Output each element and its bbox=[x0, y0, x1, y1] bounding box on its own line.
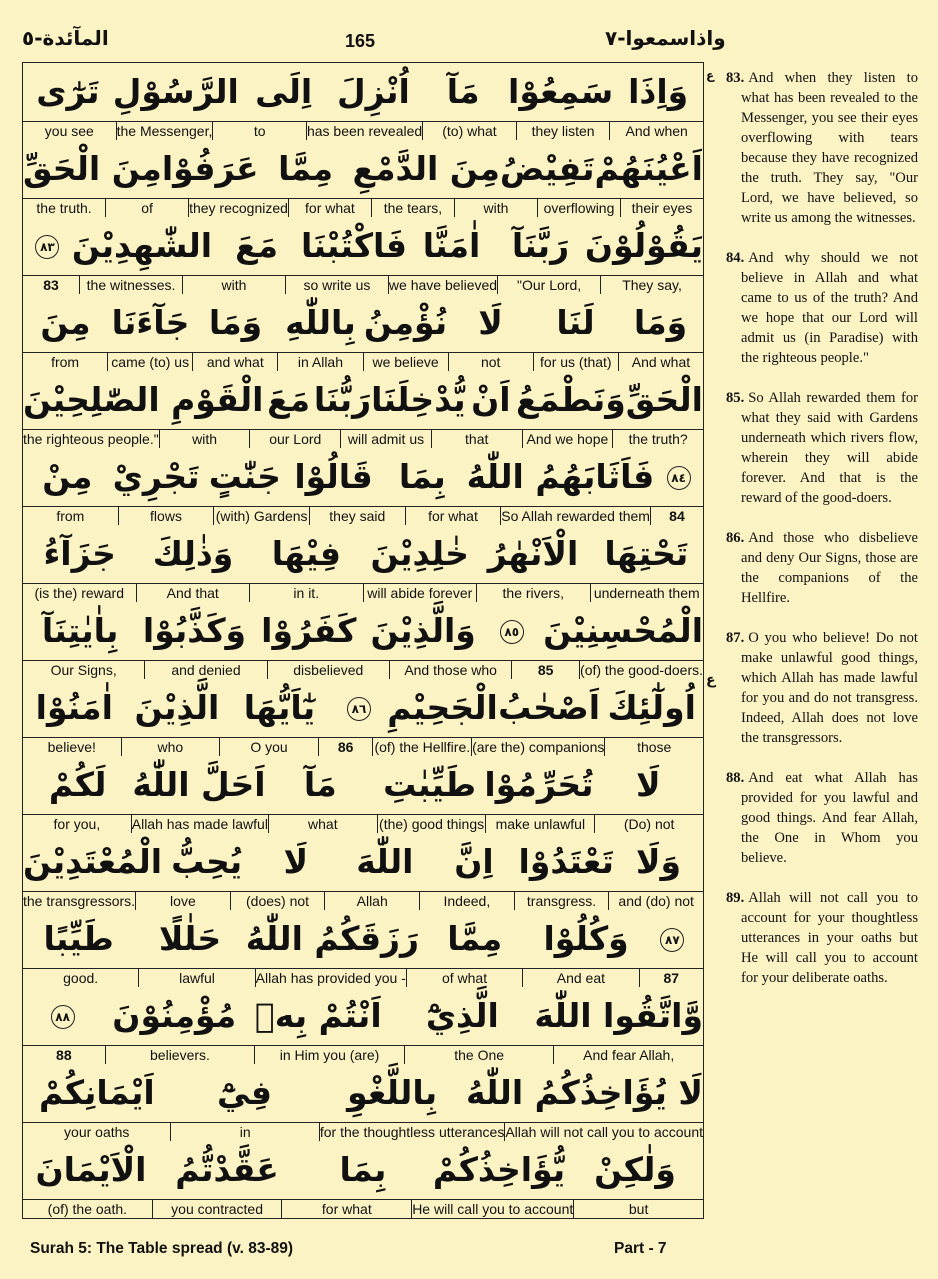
arabic-word: وَالَّذِيْنَ bbox=[370, 611, 476, 650]
translation-paragraph bbox=[726, 768, 918, 868]
translation-paragraph bbox=[726, 528, 918, 608]
english-gloss: (of) the oath. bbox=[47, 1201, 128, 1217]
verse-number-gloss: 87 bbox=[639, 969, 703, 987]
verse-number-gloss: 86 bbox=[318, 738, 373, 756]
english-gloss: the witnesses. bbox=[79, 276, 182, 294]
english-gloss-line bbox=[23, 892, 703, 910]
verse-number-marker bbox=[23, 987, 102, 1045]
arabic-word: الَّذِيْنَ bbox=[134, 688, 220, 727]
arabic-line bbox=[23, 63, 703, 122]
arabic-line bbox=[23, 756, 703, 815]
english-gloss: "Our Lord, bbox=[497, 276, 600, 294]
arabic-line bbox=[23, 1141, 703, 1200]
translation-paragraph bbox=[726, 248, 918, 368]
english-gloss: you contracted bbox=[152, 1200, 282, 1218]
arabic-word: جَنّٰتٍ bbox=[208, 457, 281, 496]
translation-paragraph bbox=[726, 628, 918, 748]
arabic-word: الَّذِيْٓ bbox=[425, 996, 499, 1035]
arabic-word: تَفِيْضُ bbox=[499, 149, 595, 188]
english-gloss: came (to) us bbox=[107, 353, 192, 371]
english-gloss: transgress. bbox=[514, 892, 609, 910]
arabic-word: طَيِّبًا bbox=[43, 919, 114, 958]
arabic-word: لَا bbox=[636, 765, 661, 804]
arabic-word: يَقُوْلُوْنَ bbox=[584, 226, 703, 265]
arabic-word: اَنْ bbox=[471, 380, 511, 419]
arabic-word: اِنَّ bbox=[454, 842, 494, 881]
english-gloss: So Allah rewarded them bbox=[501, 508, 650, 524]
verse-number-marker bbox=[23, 217, 72, 275]
translation-text: And when they listen to what has been revealed to the Messenger, you see their eyes overflowing with tears because they have recognized the truth. They say, "Our Lord, we have believed, so write us among the witnesses. bbox=[741, 70, 918, 226]
arabic-word: خٰلِدِيْنَ bbox=[370, 534, 469, 573]
english-gloss: And we hope bbox=[522, 430, 613, 448]
english-gloss: not bbox=[448, 353, 533, 371]
english-gloss: of what bbox=[406, 969, 522, 987]
english-gloss: who bbox=[121, 738, 220, 756]
english-gloss: but bbox=[573, 1200, 703, 1218]
arabic-word: رَبَّنَآ bbox=[511, 226, 570, 265]
verse-number-label: 84. bbox=[726, 250, 745, 266]
verse-row bbox=[23, 1141, 703, 1218]
english-gloss: flows bbox=[118, 507, 214, 525]
english-gloss: in Allah bbox=[277, 353, 362, 371]
english-gloss: with bbox=[182, 276, 285, 294]
arabic-line bbox=[23, 294, 703, 353]
arabic-word: وَمَا bbox=[633, 303, 688, 342]
english-gloss: (of) the Hellfire. bbox=[374, 739, 471, 755]
arabic-word: فَاكْتُبْنَا bbox=[301, 226, 408, 265]
english-gloss: in bbox=[170, 1123, 318, 1141]
english-gloss: to bbox=[212, 122, 306, 140]
english-gloss-line bbox=[23, 1200, 703, 1218]
english-gloss: of bbox=[105, 199, 188, 217]
english-gloss: in Him you (are) bbox=[254, 1046, 404, 1064]
footer-part-number: Part - 7 bbox=[614, 1240, 667, 1257]
english-gloss: overflowing bbox=[537, 199, 620, 217]
arabic-word: مِمَّا bbox=[278, 149, 334, 188]
arabic-line bbox=[23, 679, 703, 738]
arabic-word: وَلَا bbox=[635, 842, 681, 881]
english-gloss: for what bbox=[405, 507, 501, 525]
english-gloss: for the thoughtless utterances bbox=[319, 1124, 505, 1140]
arabic-word: قَالُوْا bbox=[294, 457, 373, 496]
english-gloss: their eyes bbox=[620, 199, 703, 217]
verse-row bbox=[23, 602, 703, 679]
arabic-word: اٰمَنَّا bbox=[422, 226, 481, 265]
english-gloss-line bbox=[23, 507, 703, 525]
part-name-arabic: واذاسمعوا-٧ bbox=[605, 26, 726, 50]
surah-name-arabic: المآئدة-٥ bbox=[22, 26, 109, 50]
english-gloss: And when bbox=[609, 122, 703, 140]
english-gloss: (Do) not bbox=[594, 815, 703, 833]
arabic-word: مَآ bbox=[446, 72, 480, 111]
arabic-word: لَا يُؤَاخِذُكُمُ اللّٰهُ bbox=[465, 1073, 703, 1112]
translation-paragraph bbox=[726, 888, 918, 988]
arabic-word: يُحِبُّ bbox=[171, 842, 243, 881]
english-gloss: (is the) reward bbox=[34, 585, 124, 601]
english-gloss: good. bbox=[63, 970, 99, 986]
arabic-word: تَحْتِهَا bbox=[604, 534, 689, 573]
english-gloss: believers. bbox=[105, 1046, 255, 1064]
arabic-word: طَيِّبٰتِ bbox=[383, 765, 477, 804]
verse-number-marker bbox=[480, 602, 543, 660]
english-gloss: the truth? bbox=[612, 430, 703, 448]
translation-text: O you who believe! Do not make unlawful good things, which Allah has made lawful for you and do not transgress. Indeed, Allah does not love the transgressors. bbox=[741, 630, 918, 746]
translation-text: And eat what Allah has provided for you lawful and good things. And fear Allah, the One in Whom you believe. bbox=[741, 770, 918, 866]
english-gloss: make unlawful bbox=[485, 815, 594, 833]
english-gloss: disbelieved bbox=[267, 661, 389, 679]
arabic-word: لَا bbox=[283, 842, 309, 881]
english-gloss: that bbox=[431, 430, 522, 448]
english-gloss: And those who bbox=[389, 661, 511, 679]
verse-number-gloss: 88 bbox=[56, 1047, 72, 1063]
verse-number-gloss: 83 bbox=[43, 277, 59, 293]
english-gloss: so write us bbox=[285, 276, 388, 294]
verse-number-gloss: 84 bbox=[650, 507, 703, 525]
translation-text: Allah will not call you to account for your thoughtless utterances in your oaths but He will call you to account for your deliberate oaths. bbox=[741, 890, 918, 986]
english-gloss: for what bbox=[288, 199, 371, 217]
english-gloss: will admit us bbox=[340, 430, 431, 448]
verse-number-text: ٨٤ bbox=[667, 466, 691, 490]
verse-row bbox=[23, 833, 703, 910]
arabic-word: يُّدْخِلَنَا bbox=[371, 380, 466, 419]
english-gloss: in it. bbox=[249, 584, 363, 602]
arabic-word: مِنَ bbox=[40, 303, 91, 342]
arabic-word: يٰٓاَيُّهَا bbox=[243, 688, 316, 727]
arabic-word: مِنْ bbox=[42, 457, 93, 496]
arabic-word: اَعْيُنَهُمْ bbox=[594, 149, 703, 188]
english-gloss: He will call you to account bbox=[412, 1201, 574, 1217]
english-gloss: They say, bbox=[600, 276, 703, 294]
arabic-word: عَرَفُوْا bbox=[161, 149, 259, 188]
verse-row bbox=[23, 987, 703, 1064]
arabic-word: بِاٰيٰتِنَآ bbox=[41, 611, 119, 650]
english-gloss: the righteous people." bbox=[22, 431, 159, 447]
verse-row bbox=[23, 294, 703, 371]
arabic-word: فِيْهَا bbox=[271, 534, 341, 573]
arabic-line bbox=[23, 448, 703, 507]
english-gloss: And eat bbox=[522, 969, 638, 987]
arabic-word: اِلَى bbox=[255, 72, 313, 111]
arabic-line bbox=[23, 910, 703, 969]
english-gloss: Allah will not call you to account bbox=[505, 1124, 703, 1140]
arabic-word: وَاِذَا bbox=[628, 72, 689, 111]
arabic-word: الْاَيْمَانَ bbox=[35, 1150, 147, 1189]
arabic-word: جَزَآءُ bbox=[43, 534, 116, 573]
arabic-word: نُؤْمِنُ bbox=[363, 303, 448, 342]
word-by-word-grid bbox=[22, 62, 704, 1219]
verse-row bbox=[23, 679, 703, 756]
english-gloss-line bbox=[23, 430, 703, 448]
arabic-word: تَعْتَدُوْا bbox=[518, 842, 614, 881]
verse-number-label: 85. bbox=[726, 390, 745, 406]
verse-row bbox=[23, 910, 703, 987]
arabic-word: اللّٰهَ bbox=[356, 842, 414, 881]
arabic-line bbox=[23, 140, 703, 199]
english-gloss: And what bbox=[618, 353, 703, 371]
translation-text: And why should we not believe in Allah and what came to us of the truth? And we hope that our Lord will admit us (in Paradise) with the righteous people." bbox=[741, 250, 918, 366]
arabic-word: مَعَ bbox=[235, 226, 279, 265]
arabic-word: فَاَثَابَهُمُ اللّٰهُ bbox=[466, 457, 655, 496]
arabic-word: وَّاتَّقُوا اللّٰهَ bbox=[534, 996, 703, 1035]
english-gloss: you see bbox=[44, 123, 94, 139]
english-gloss: our Lord bbox=[249, 430, 340, 448]
arabic-word: تَرٰٓى bbox=[36, 72, 100, 111]
english-gloss: (the) good things bbox=[377, 815, 486, 833]
arabic-word: تَجْرِيْ bbox=[112, 457, 200, 496]
verse-number-text: ٨٨ bbox=[51, 1005, 75, 1029]
arabic-word: كَفَرُوْا bbox=[261, 611, 357, 650]
english-gloss-line bbox=[23, 584, 703, 602]
english-gloss: Allah has made lawful bbox=[131, 816, 268, 832]
arabic-line bbox=[23, 525, 703, 584]
arabic-word: مَعَ bbox=[267, 380, 311, 419]
arabic-word: حَلٰلًا bbox=[158, 919, 222, 958]
verse-number-text: ٨٦ bbox=[347, 697, 371, 721]
arabic-word: الْمُعْتَدِيْنَ bbox=[23, 842, 163, 881]
verse-number-marker bbox=[654, 448, 703, 506]
english-gloss: we believe bbox=[363, 353, 448, 371]
arabic-word: اُولٰٓئِكَ bbox=[607, 688, 696, 727]
arabic-word: بِاللّٰهِ bbox=[285, 303, 356, 342]
verse-number-text: ٨٣ bbox=[35, 235, 59, 259]
english-gloss: Indeed, bbox=[419, 892, 514, 910]
verse-row bbox=[23, 140, 703, 217]
ruku-mark: ع bbox=[706, 672, 716, 688]
english-gloss: And that bbox=[136, 584, 250, 602]
english-gloss-line bbox=[23, 1046, 703, 1064]
verse-row bbox=[23, 525, 703, 602]
english-gloss: (with) Gardens bbox=[213, 507, 309, 525]
translation-column bbox=[726, 68, 918, 1008]
english-gloss: the truth. bbox=[36, 200, 92, 216]
english-gloss: Allah has provided you - bbox=[255, 970, 406, 986]
english-gloss-line bbox=[23, 661, 703, 679]
verse-row bbox=[23, 756, 703, 833]
english-gloss: Allah bbox=[324, 892, 419, 910]
english-gloss: for us (that) bbox=[533, 353, 618, 371]
arabic-word: لَنَا bbox=[556, 303, 595, 342]
arabic-word: مُؤْمِنُوْنَ bbox=[112, 996, 237, 1035]
verse-number-label: 88. bbox=[726, 770, 745, 786]
english-gloss: they recognized bbox=[189, 200, 288, 216]
english-gloss: and denied bbox=[144, 661, 266, 679]
verse-number-label: 86. bbox=[726, 530, 745, 546]
english-gloss: (to) what bbox=[422, 122, 516, 140]
arabic-line bbox=[23, 987, 703, 1046]
arabic-word: وَكُلُوْا bbox=[543, 919, 629, 958]
english-gloss: lawful bbox=[138, 969, 254, 987]
arabic-word: بِمَا bbox=[398, 457, 446, 496]
arabic-word: الْحَقِّ bbox=[625, 380, 703, 419]
english-gloss: believe! bbox=[47, 739, 96, 755]
english-gloss: has been revealed bbox=[306, 123, 423, 139]
verse-number-text: ٨٧ bbox=[660, 928, 684, 952]
verse-row bbox=[23, 63, 703, 140]
arabic-word: مِمَّا bbox=[447, 919, 503, 958]
ruku-mark: ع bbox=[706, 68, 715, 82]
arabic-word: مَآ bbox=[303, 765, 337, 804]
english-gloss: Our Signs, bbox=[50, 662, 117, 678]
english-gloss: (are the) companions bbox=[472, 739, 605, 755]
arabic-word: اٰمَنُوْا bbox=[35, 688, 113, 727]
english-gloss: O you bbox=[219, 738, 318, 756]
page-number: 165 bbox=[344, 31, 376, 51]
verse-number-label: 89. bbox=[726, 890, 745, 906]
arabic-word: سَمِعُوْا bbox=[508, 72, 614, 111]
verse-number-label: 87. bbox=[726, 630, 745, 646]
english-gloss-line bbox=[23, 353, 703, 371]
arabic-word: اَصْحٰبُ bbox=[498, 688, 601, 727]
arabic-word: الْقَوْمِ الصّٰلِحِيْنَ bbox=[22, 380, 264, 419]
english-gloss: and what bbox=[192, 353, 277, 371]
verse-row bbox=[23, 1064, 703, 1141]
arabic-word: اَنْتُمْ بِهٖ bbox=[254, 996, 382, 1035]
verse-number-text: ٨٥ bbox=[500, 620, 524, 644]
arabic-word: فِيْٓ bbox=[216, 1073, 272, 1112]
verse-number-gloss: 85 bbox=[511, 661, 579, 679]
arabic-word: لَا bbox=[478, 303, 503, 342]
english-gloss: the rivers, bbox=[476, 584, 590, 602]
arabic-word: رَبُّنَا bbox=[313, 380, 372, 419]
arabic-word: الْجَحِيْمِ bbox=[387, 688, 498, 727]
arabic-word: اَحَلَّ اللّٰهُ bbox=[132, 765, 266, 804]
english-gloss-line bbox=[23, 738, 703, 756]
arabic-word: عَقَّدْتُّمُ bbox=[175, 1150, 279, 1189]
arabic-word: وَمَا bbox=[208, 303, 263, 342]
arabic-word: الرَّسُوْلِ bbox=[112, 72, 239, 111]
english-gloss-line bbox=[23, 276, 703, 294]
english-gloss: the Messenger, bbox=[116, 123, 213, 139]
english-gloss-line bbox=[23, 199, 703, 217]
arabic-word: اُنْزِلَ bbox=[336, 72, 410, 111]
english-gloss-line bbox=[23, 969, 703, 987]
english-gloss-line bbox=[23, 122, 703, 140]
arabic-word: بِاللَّغْوِ bbox=[347, 1073, 438, 1112]
english-gloss: underneath them bbox=[590, 584, 704, 602]
english-gloss: with bbox=[159, 430, 250, 448]
verse-number-marker bbox=[642, 910, 703, 968]
arabic-word: الشّٰهِدِيْنَ bbox=[71, 226, 213, 265]
arabic-word: مِنَ الْحَقِّ bbox=[23, 149, 162, 188]
translation-text: And those who disbelieve and deny Our Signs, those are the companions of the Hellfire. bbox=[741, 530, 918, 606]
arabic-word: وَذٰلِكَ bbox=[152, 534, 234, 573]
verse-row bbox=[23, 448, 703, 525]
arabic-word: الْاَنْهٰرُ bbox=[487, 534, 579, 573]
english-gloss: the transgressors. bbox=[23, 893, 136, 909]
english-gloss-line bbox=[23, 815, 703, 833]
arabic-line bbox=[23, 371, 703, 430]
arabic-line bbox=[23, 833, 703, 892]
arabic-word: بِمَا bbox=[339, 1150, 387, 1189]
english-gloss: those bbox=[604, 738, 703, 756]
arabic-line bbox=[23, 602, 703, 661]
arabic-line bbox=[23, 1064, 703, 1123]
verse-number-marker bbox=[331, 679, 387, 737]
arabic-word: مِنَ الدَّمْعِ bbox=[352, 149, 500, 188]
arabic-word: الْمُحْسِنِيْنَ bbox=[543, 611, 703, 650]
arabic-word: جَآءَنَا bbox=[111, 303, 190, 342]
english-gloss: the One bbox=[404, 1046, 554, 1064]
english-gloss: And fear Allah, bbox=[553, 1046, 703, 1064]
translation-text: So Allah rewarded them for what they said with Gardens underneath which rivers flow, wherein they will abide forever. And that is the reward of the good-doers. bbox=[741, 390, 918, 506]
arabic-word: يُّؤَاخِذُكُمْ bbox=[432, 1150, 566, 1189]
english-gloss: we have believed bbox=[388, 277, 498, 293]
english-gloss: and (do) not bbox=[608, 892, 703, 910]
translation-paragraph bbox=[726, 388, 918, 508]
arabic-word: وَنَطْمَعُ bbox=[516, 380, 626, 419]
english-gloss: for you, bbox=[53, 816, 101, 832]
arabic-word: تُحَرِّمُوْا bbox=[484, 765, 594, 804]
verse-row bbox=[23, 371, 703, 448]
english-gloss: your oaths bbox=[64, 1124, 130, 1140]
arabic-word: رَزَقَكُمُ اللّٰهُ bbox=[245, 919, 420, 958]
footer-surah-title: Surah 5: The Table spread (v. 83-89) bbox=[30, 1240, 294, 1257]
arabic-word: اَيْمَانِكُمْ bbox=[38, 1073, 155, 1112]
translation-paragraph bbox=[726, 68, 918, 228]
verse-row bbox=[23, 217, 703, 294]
english-gloss: what bbox=[268, 815, 377, 833]
arabic-line bbox=[23, 217, 703, 276]
english-gloss: they listen bbox=[516, 122, 610, 140]
arabic-word: لَكُمْ bbox=[48, 765, 107, 804]
english-gloss-line bbox=[23, 1123, 703, 1141]
arabic-word: وَلٰكِنْ bbox=[594, 1150, 676, 1189]
english-gloss: love bbox=[135, 892, 230, 910]
verse-number-label: 83. bbox=[726, 70, 745, 86]
english-gloss: for what bbox=[281, 1200, 411, 1218]
arabic-word: وَكَذَّبُوْا bbox=[142, 611, 247, 650]
english-gloss: the tears, bbox=[371, 199, 454, 217]
english-gloss: will abide forever bbox=[363, 584, 477, 602]
english-gloss: from bbox=[56, 508, 85, 524]
english-gloss: (of) the good-doers. bbox=[580, 662, 703, 678]
english-gloss: they said bbox=[309, 507, 405, 525]
english-gloss: (does) not bbox=[230, 892, 325, 910]
english-gloss: with bbox=[454, 199, 537, 217]
english-gloss: from bbox=[51, 354, 80, 370]
